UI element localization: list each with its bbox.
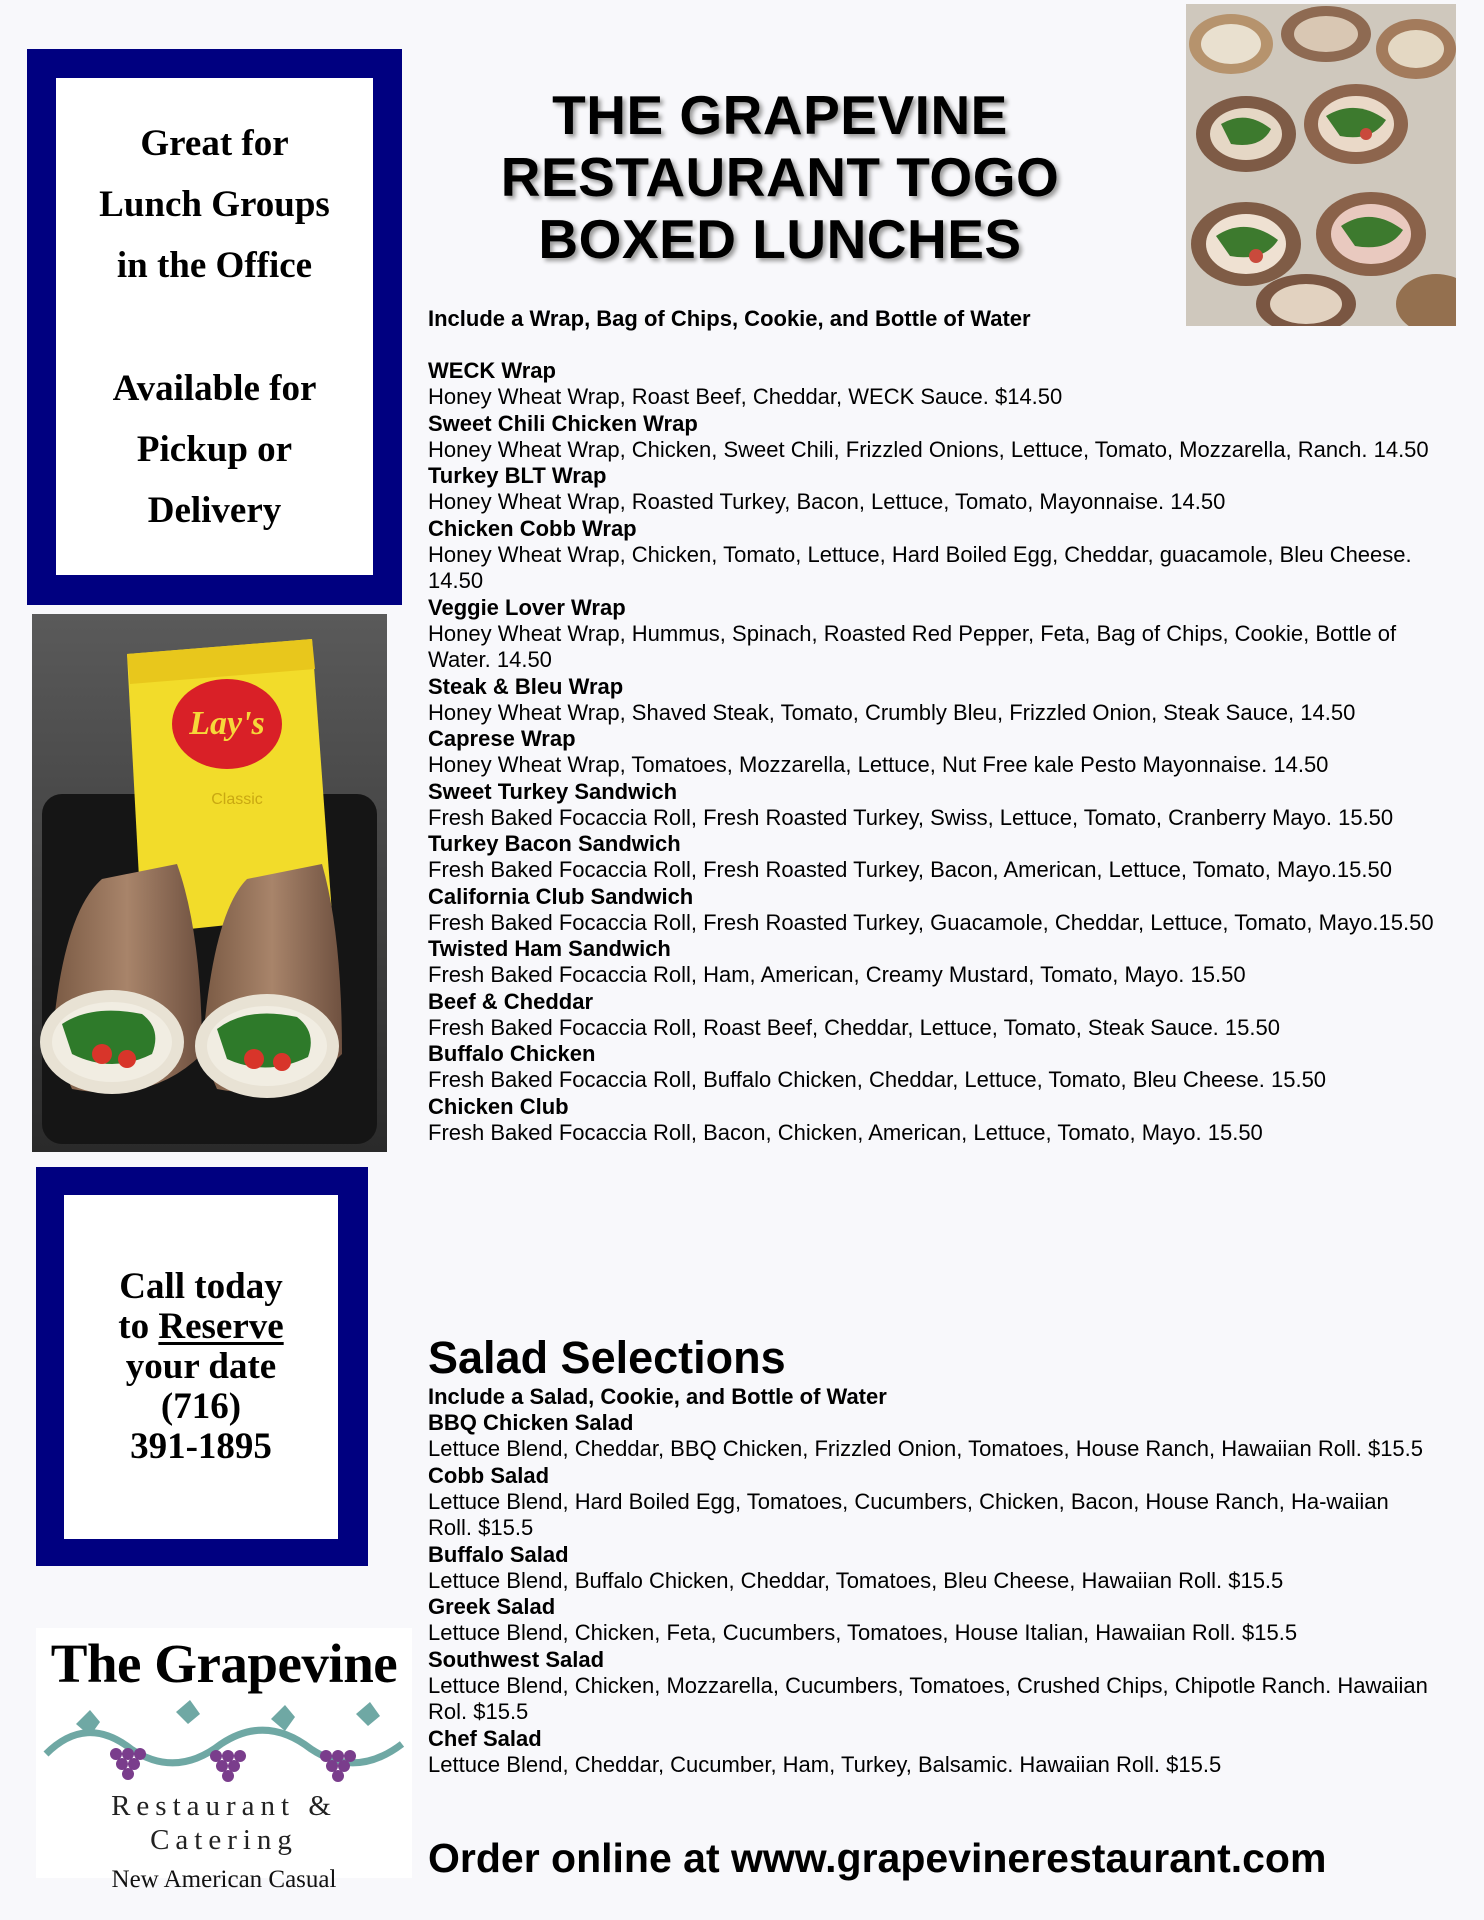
item-name: Buffalo Salad [428,1541,569,1567]
item-name: BBQ Chicken Salad [428,1410,634,1435]
call-box-inner [64,1195,338,1539]
promo-line: in the Office [116,244,313,286]
salad-menu [428,1332,1438,1778]
reserve-link: Reserve [158,1306,284,1347]
item-name: Twisted Ham Sandwich [428,936,671,961]
call-line: Call today [119,1266,283,1307]
title-line: RESTAURANT TOGO [500,146,1060,208]
call-line: your date [125,1346,277,1387]
grapevine-logo [36,1628,412,1893]
item-name: Southwest Salad [428,1646,605,1672]
menu-item [428,411,1438,464]
wrap-chips-photo [32,614,387,1152]
item-name: Chicken Club [428,1093,569,1119]
menu-item [428,831,1438,884]
item-name: Chef Salad [428,1725,542,1751]
item-desc: Honey Wheat Wrap, Tomatoes, Mozzarella, Lettuce, Nut Free kale Pesto Mayonnaise. 14.50 [428,752,1329,777]
item-name: California Club Sandwich [428,883,694,909]
menu-item [428,463,1438,516]
item-desc: Lettuce Blend, Chicken, Mozzarella, Cucumbers, Tomatoes, Crushed Chips, Chipotle Ranch. Hawaiian Rol. $15.5 [428,1672,1428,1724]
menu-item [428,726,1438,779]
item-desc: Lettuce Blend, Chicken, Feta, Cucumbers, Tomatoes, House Italian, Hawaiian Roll. $15.5 [428,1620,1298,1645]
promo-line: Delivery [147,489,282,531]
item-desc: Fresh Baked Focaccia Roll, Buffalo Chicken, Cheddar, Lettuce, Tomato, Bleu Cheese. 15.50 [428,1067,1327,1092]
item-name: Buffalo Chicken [428,1041,596,1066]
title-line: THE GRAPEVINE [552,84,1008,146]
item-desc: Lettuce Blend, Hard Boiled Egg, Tomatoes, Cucumbers, Chicken, Bacon, House Ranch, Ha-waiian Roll. $15.5 [428,1488,1389,1540]
page-title [440,84,1120,270]
item-desc: Fresh Baked Focaccia Roll, Bacon, Chicken, American, Lettuce, Tomato, Mayo. 15.50 [428,1119,1263,1145]
item-desc: Honey Wheat Wrap, Shaved Steak, Tomato, Crumbly Bleu, Frizzled Onion, Steak Sauce, 14.50 [428,699,1356,725]
item-name: Veggie Lover Wrap [428,594,626,620]
order-online-link[interactable]: Order online at www.grapevinerestaurant.com [428,1835,1327,1881]
item-name: Greek Salad [428,1594,556,1619]
item-name: Beef & Cheddar [428,988,594,1014]
menu-item [428,1647,1438,1726]
menu-item [428,358,1438,411]
wraps-intro: Include a Wrap, Bag of Chips, Cookie, and Bottle of Water [428,306,1031,331]
phone-number: 391-1895 [130,1426,272,1467]
salad-intro: Include a Salad, Cookie, and Bottle of Water [428,1384,887,1409]
menu-item [428,1542,1438,1595]
call-box [36,1167,368,1566]
item-desc: Fresh Baked Focaccia Roll, Fresh Roasted Turkey, Bacon, American, Lettuce, Tomato, Mayo.15.50 [428,857,1392,882]
menu-item [428,1594,1438,1647]
menu-item [428,1410,1438,1463]
promo-line: Pickup or [136,428,293,470]
call-prefix: to [118,1306,159,1347]
wraps-platter-photo [1186,4,1456,326]
item-desc: Lettuce Blend, Cheddar, Cucumber, Ham, Turkey, Balsamic. Hawaiian Roll. $15.5 [428,1751,1222,1777]
chips-brand-text: Lay's [189,705,265,742]
item-desc: Honey Wheat Wrap, Hummus, Spinach, Roasted Red Pepper, Feta, Bag of Chips, Cookie, Bottle of Water. 14.50 [428,620,1397,672]
item-name: Chicken Cobb Wrap [428,515,637,541]
promo-line: Available for [112,367,317,409]
menu-item [428,779,1438,832]
chips-flavor-text: Classic [211,791,263,808]
item-desc: Honey Wheat Wrap, Roasted Turkey, Bacon, Lettuce, Tomato, Mayonnaise. 14.50 [428,489,1226,514]
item-name: Steak & Bleu Wrap [428,673,624,699]
promo-line: Lunch Groups [99,183,330,225]
menu-item [428,1726,1438,1779]
promo-line: Great for [140,122,289,164]
menu-item [428,936,1438,989]
menu-item [428,516,1438,595]
call-line [118,1307,283,1347]
menu-item [428,595,1438,674]
logo-subtitle: Restaurant & Catering [111,1790,337,1856]
item-name: WECK Wrap [428,358,556,383]
title-line: BOXED LUNCHES [538,208,1022,270]
menu-item [428,1463,1438,1542]
menu-item [428,1041,1438,1094]
menu-item [428,1094,1438,1147]
item-name: Sweet Turkey Sandwich [428,778,678,804]
promo-box-inner [56,78,373,575]
item-desc: Fresh Baked Focaccia Roll, Ham, American, Creamy Mustard, Tomato, Mayo. 15.50 [428,962,1246,987]
item-desc: Lettuce Blend, Buffalo Chicken, Cheddar, Tomatoes, Bleu Cheese, Hawaiian Roll. $15.5 [428,1567,1284,1593]
salad-title: Salad Selections [428,1332,786,1383]
item-desc: Honey Wheat Wrap, Roast Beef, Cheddar, WECK Sauce. $14.50 [428,384,1063,409]
item-name: Sweet Chili Chicken Wrap [428,410,698,436]
logo-name: The Grapevine [50,1633,398,1694]
grapevine-vine-icon [36,1694,412,1784]
promo-box [27,49,402,605]
item-name: Caprese Wrap [428,726,576,751]
item-desc: Lettuce Blend, Cheddar, BBQ Chicken, Frizzled Onion, Tomatoes, House Ranch, Hawaiian Roll. $15.5 [428,1436,1424,1461]
wraps-menu [428,306,1438,1146]
item-desc: Fresh Baked Focaccia Roll, Roast Beef, Cheddar, Lettuce, Tomato, Steak Sauce. 15.50 [428,1014,1280,1040]
item-desc: Fresh Baked Focaccia Roll, Fresh Roasted Turkey, Swiss, Lettuce, Tomato, Cranberry Mayo. 15.50 [428,804,1394,830]
item-name: Cobb Salad [428,1462,550,1488]
item-desc: Honey Wheat Wrap, Chicken, Sweet Chili, Frizzled Onions, Lettuce, Tomato, Mozzarella, Ranch. 14.50 [428,436,1429,462]
menu-item [428,989,1438,1042]
menu-item [428,674,1438,727]
phone-area-code: (716) [160,1386,242,1427]
menu-item [428,884,1438,937]
item-name: Turkey BLT Wrap [428,463,607,488]
logo-tagline: New American Casual [111,1866,337,1893]
item-desc: Fresh Baked Focaccia Roll, Fresh Roasted Turkey, Guacamole, Cheddar, Lettuce, Tomato, Mayo.15.50 [428,909,1434,935]
item-name: Turkey Bacon Sandwich [428,831,681,856]
item-desc: Honey Wheat Wrap, Chicken, Tomato, Lettuce, Hard Boiled Egg, Cheddar, guacamole, Bleu Cheese. 14.50 [428,541,1412,593]
